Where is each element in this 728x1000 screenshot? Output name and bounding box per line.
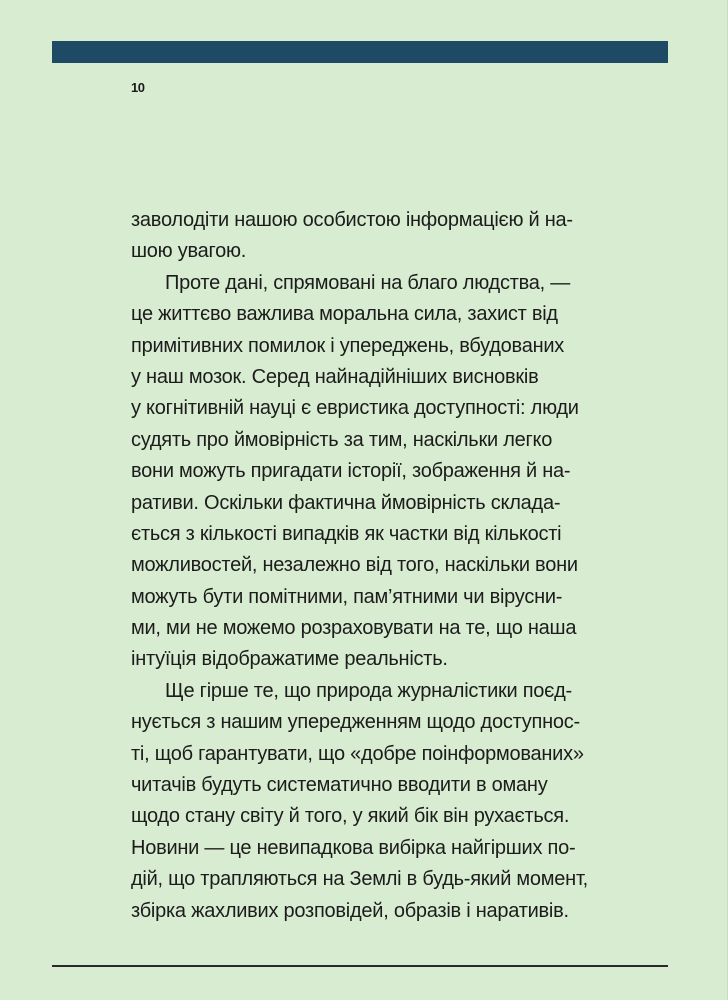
text-line: Новини — це невипадкова вибірка найгірших по- [131, 836, 576, 859]
footer-rule [52, 965, 668, 967]
text-line: у когнітивній науці є евристика доступності: люди [131, 397, 579, 420]
text-line: ми, ми не можемо розраховувати на те, що наша [131, 617, 577, 640]
text-line: ративи. Оскільки фактична ймовірність склада- [131, 491, 561, 514]
text-line: нується з нашим упередженням щодо доступнос- [131, 711, 580, 734]
text-line: збірка жахливих розповідей, образів і наративів. [131, 899, 569, 922]
text-line: інтуїція відображатиме реальність. [131, 648, 448, 671]
text-line: ється з кількості випадків як частки від кількості [131, 522, 562, 545]
text-line: шою увагою. [131, 240, 247, 263]
text-line: вони можуть пригадати історії, зображення й на- [131, 460, 571, 483]
text-line: судять про ймовірність за тим, наскільки легко [131, 428, 553, 451]
text-line: це життєво важлива моральна сила, захист від [131, 303, 558, 326]
header-bar [52, 41, 668, 63]
text-line: Проте дані, спрямовані на благо людства, — [165, 271, 570, 294]
page-number: 10 [131, 80, 145, 95]
text-line: у наш мозок. Серед найнадійніших висновків [131, 365, 539, 388]
body-text [131, 205, 671, 927]
text-line: Ще гірше те, що природа журналістики поєд- [165, 679, 572, 702]
text-line: читачів будуть систематично вводити в оману [131, 774, 548, 797]
text-line: дій, що трапляються на Землі в будь-який момент, [131, 868, 588, 891]
text-line: примітивних помилок і упереджень, вбудованих [131, 334, 565, 357]
text-line: ті, щоб гарантувати, що «добре поінформованих» [131, 742, 584, 765]
text-line: можливостей, незалежно від того, наскільки вони [131, 554, 578, 577]
text-line: можуть бути помітними, пам’ятними чи вірусни- [131, 585, 563, 608]
text-line: щодо стану світу й того, у який бік він рухається. [131, 805, 570, 828]
text-line: заволодіти нашою особистою інформацією й на- [131, 209, 573, 231]
